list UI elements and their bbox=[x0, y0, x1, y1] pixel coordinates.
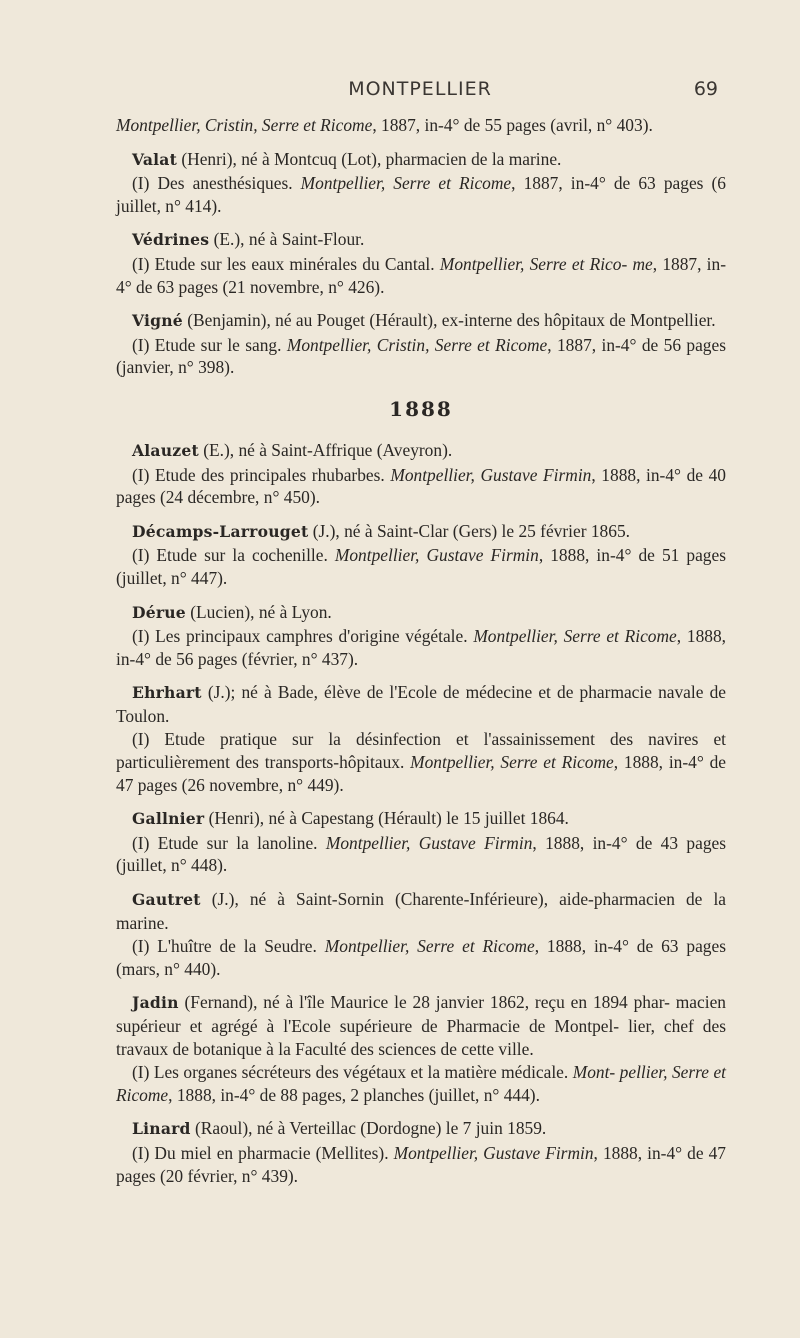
thesis-line bbox=[116, 728, 726, 796]
bibliography-entry bbox=[116, 148, 726, 218]
bibliography-entry bbox=[116, 520, 726, 590]
thesis-title: (I) Etude sur les eaux minérales du Cantal. bbox=[132, 253, 440, 274]
author-bio: (J.), né à Saint-Clar (Gers) le 25 février 1865. bbox=[308, 520, 630, 541]
page-body bbox=[116, 114, 726, 1198]
thesis-line bbox=[116, 544, 726, 589]
author-line bbox=[116, 681, 726, 727]
thesis-details: , 1888, in-4° de 56 pages (février, n° 437). bbox=[116, 626, 726, 669]
entries-1888 bbox=[116, 439, 726, 1187]
thesis-publisher: Montpellier, Gustave Firmin bbox=[325, 832, 533, 853]
author-line bbox=[116, 309, 726, 333]
thesis-line bbox=[116, 334, 726, 379]
running-title: MONTPELLIER bbox=[348, 78, 492, 100]
bibliography-entry bbox=[116, 991, 726, 1106]
thesis-line bbox=[116, 464, 726, 509]
bibliography-entry bbox=[116, 228, 726, 298]
thesis-line bbox=[116, 625, 726, 670]
author-name: Gautret bbox=[132, 890, 201, 910]
thesis-details: , 1888, in-4° de 40 pages (24 décembre, n° 450). bbox=[116, 464, 727, 508]
author-bio: (Fernand), né à l'île Maurice le 28 janvier 1862, reçu en 1894 phar- macien supérieur et agrégé à l'Ecole supérieure de Pharmacie de Montpel- lier, chef des travaux de botanique à la Faculté des sciences de cette ville. bbox=[116, 992, 726, 1059]
author-line bbox=[116, 1117, 726, 1141]
thesis-line bbox=[116, 935, 726, 980]
author-name: Valat bbox=[132, 149, 178, 169]
author-name: Décamps-Larrouget bbox=[132, 521, 309, 541]
thesis-details: , 1888, in-4° de 47 pages (20 février, n° 439). bbox=[116, 1142, 727, 1186]
thesis-title: (I) L'huître de la Seudre. bbox=[132, 936, 325, 957]
author-line bbox=[116, 228, 726, 252]
thesis-publisher: Montpellier, Serre et Ricome bbox=[324, 936, 535, 957]
author-bio: (E.), né à Saint-Flour. bbox=[209, 229, 365, 250]
bibliography-entry bbox=[116, 601, 726, 671]
author-bio: (J.); né à Bade, élève de l'Ecole de médecine et de pharmacie navale de Toulon. bbox=[116, 682, 726, 726]
author-name: Linard bbox=[132, 1119, 191, 1139]
author-bio: (J.), né à Saint-Sornin (Charente-Inférieure), aide-pharmacien de la marine. bbox=[116, 889, 726, 933]
bibliography-entry bbox=[116, 888, 726, 980]
thesis-publisher: Montpellier, Serre et Ricome bbox=[473, 626, 677, 647]
bibliography-entry bbox=[116, 807, 726, 877]
bibliography-entry bbox=[116, 309, 726, 379]
publication-details: , 1887, in-4° de 55 pages (avril, n° 403). bbox=[372, 115, 653, 135]
thesis-line bbox=[116, 253, 726, 298]
author-bio: (Henri), né à Capestang (Hérault) le 15 juillet 1864. bbox=[204, 808, 569, 829]
publisher-names: Cristin, Serre et Ricome bbox=[204, 115, 373, 135]
author-name: Védrines bbox=[132, 230, 210, 250]
author-name: Gallnier bbox=[132, 809, 205, 829]
thesis-publisher: Montpellier, Cristin, Serre et Ricome bbox=[286, 334, 548, 355]
page-header bbox=[120, 78, 720, 104]
thesis-title: (I) Des anesthésiques. bbox=[132, 173, 301, 194]
author-line bbox=[116, 520, 726, 544]
author-name: Alauzet bbox=[132, 440, 199, 460]
author-name: Dérue bbox=[132, 602, 186, 622]
thesis-title: (I) Etude sur le sang. bbox=[132, 334, 287, 355]
thesis-publisher: Montpellier, Serre et Ricome bbox=[300, 173, 512, 194]
author-line bbox=[116, 888, 726, 934]
publisher-sep: , bbox=[196, 115, 205, 135]
thesis-publisher: Montpellier, Serre et Rico- me bbox=[439, 253, 653, 274]
author-name: Ehrhart bbox=[132, 683, 202, 703]
entries-1887 bbox=[116, 148, 726, 379]
thesis-title: (I) Etude pratique sur la désinfection et l'assainissement des navires et particulièrement des transports-hôpitaux. bbox=[116, 729, 726, 773]
author-name: Vigné bbox=[132, 311, 183, 331]
author-line bbox=[116, 991, 726, 1060]
thesis-details: , 1887, in-4° de 63 pages (6 juillet, n° 414). bbox=[116, 173, 726, 216]
thesis-line bbox=[116, 832, 726, 877]
author-bio: (Lucien), né à Lyon. bbox=[185, 601, 332, 622]
author-bio: (E.), né à Saint-Affrique (Aveyron). bbox=[198, 439, 453, 460]
thesis-details: , 1888, in-4° de 51 pages (juillet, n° 447). bbox=[116, 545, 726, 588]
thesis-publisher: Mont- pellier, Serre et Ricome bbox=[116, 1062, 726, 1105]
bibliography-entry bbox=[116, 1117, 726, 1187]
thesis-title: (I) Etude des principales rhubarbes. bbox=[132, 464, 391, 485]
author-line bbox=[116, 807, 726, 831]
thesis-details: , 1888, in-4° de 88 pages, 2 planches (juillet, n° 444). bbox=[168, 1084, 540, 1105]
thesis-publisher: Montpellier, Serre et Ricome bbox=[410, 752, 614, 773]
thesis-line bbox=[116, 1061, 726, 1106]
author-bio: (Henri), né à Montcuq (Lot), pharmacien de la marine. bbox=[177, 148, 562, 169]
author-line bbox=[116, 148, 726, 172]
thesis-publisher: Montpellier, Gustave Firmin bbox=[334, 545, 539, 566]
thesis-line bbox=[116, 172, 726, 217]
continued-entry bbox=[116, 114, 726, 137]
author-bio: (Benjamin), né au Pouget (Hérault), ex-interne des hôpitaux de Montpellier. bbox=[182, 310, 716, 331]
thesis-details: , 1887, in-4° de 63 pages (21 novembre, n° 426). bbox=[116, 253, 726, 297]
thesis-title: (I) Etude sur la lanoline. bbox=[132, 832, 326, 853]
thesis-line bbox=[116, 1142, 726, 1187]
thesis-title: (I) Etude sur la cochenille. bbox=[132, 545, 335, 566]
author-line bbox=[116, 439, 726, 463]
thesis-title: (I) Les organes sécréteurs des végétaux et la matière médicale. bbox=[132, 1062, 573, 1083]
page-number: 69 bbox=[693, 78, 718, 100]
thesis-title: (I) Du miel en pharmacie (Mellites). bbox=[132, 1142, 394, 1163]
bibliography-entry bbox=[116, 439, 726, 509]
thesis-publisher: Montpellier, Gustave Firmin bbox=[390, 464, 592, 485]
thesis-details: , 1888, in-4° de 63 pages (mars, n° 440). bbox=[116, 936, 726, 979]
author-line bbox=[116, 601, 726, 625]
bibliography-entry bbox=[116, 681, 726, 796]
thesis-details: , 1887, in-4° de 56 pages (janvier, n° 398). bbox=[116, 334, 726, 378]
author-bio: (Raoul), né à Verteillac (Dordogne) le 7 juin 1859. bbox=[190, 1118, 547, 1139]
publisher-place: Montpellier bbox=[116, 115, 197, 135]
thesis-publisher: Montpellier, Gustave Firmin bbox=[393, 1142, 594, 1163]
thesis-title: (I) Les principaux camphres d'origine végétale. bbox=[132, 626, 474, 647]
author-name: Jadin bbox=[132, 993, 179, 1013]
year-heading: 1888 bbox=[389, 396, 453, 421]
thesis-details: , 1888, in-4° de 43 pages (juillet, n° 448). bbox=[116, 832, 727, 876]
thesis-details: , 1888, in-4° de 47 pages (26 novembre, n° 449). bbox=[116, 752, 726, 795]
